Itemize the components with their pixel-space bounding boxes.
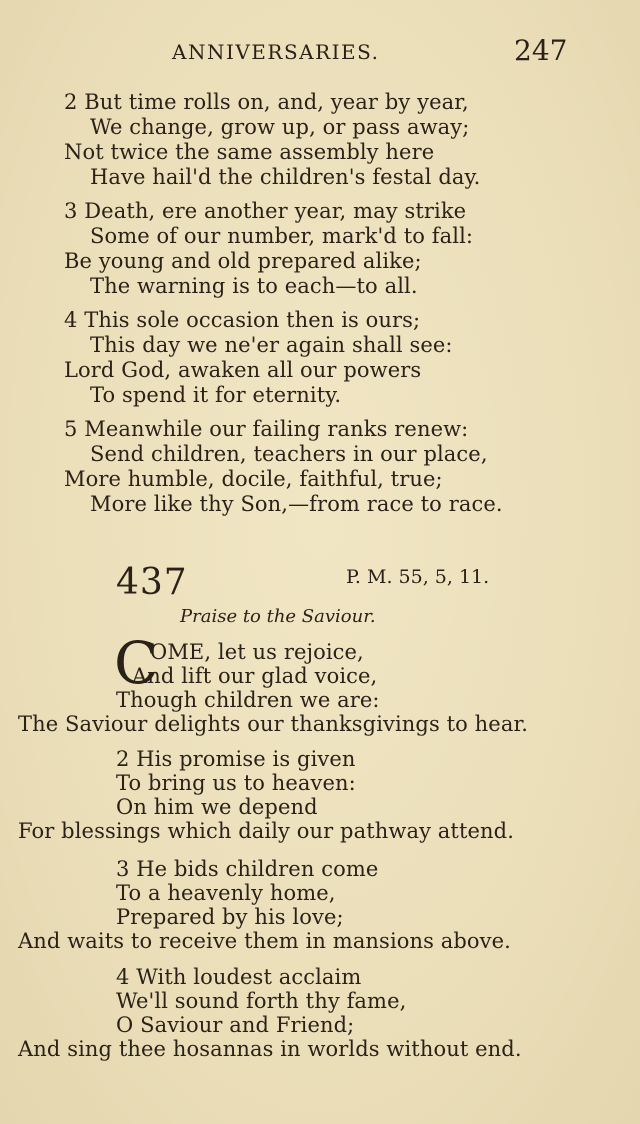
verse-line: More like thy Son,—from race to race.: [90, 492, 503, 516]
verse-line: 5 Meanwhile our failing ranks renew:: [64, 417, 469, 441]
verse-line: OME, let us rejoice,: [150, 640, 364, 664]
verse-line: Have hail'd the children's festal day.: [90, 165, 481, 189]
verse-line: This day we ne'er again shall see:: [90, 333, 453, 357]
drop-cap: C: [114, 629, 159, 697]
verse-line: Though children we are:: [116, 688, 380, 712]
verse-line: And lift our glad voice,: [132, 664, 378, 688]
verse-line: Prepared by his love;: [116, 905, 344, 929]
verse-line: The warning is to each—to all.: [90, 274, 418, 298]
verse-line: For blessings which daily our pathway attend.: [18, 819, 514, 843]
verse-line: The Saviour delights our thanksgivings to hear.: [18, 712, 529, 736]
verse-line: Lord God, awaken all our powers: [64, 358, 422, 382]
verse-line: To bring us to heaven:: [116, 771, 356, 795]
verse-line: We change, grow up, or pass away;: [90, 115, 470, 139]
verse-line: 3 He bids children come: [116, 857, 379, 881]
hymn-number: 437: [116, 562, 188, 603]
verse-line: Some of our number, mark'd to fall:: [90, 224, 474, 248]
verse-line: Not twice the same assembly here: [64, 140, 435, 164]
verse-line: O Saviour and Friend;: [116, 1013, 355, 1037]
running-head: ANNIVERSARIES.: [172, 40, 380, 64]
verse-line: 2 His promise is given: [116, 747, 356, 771]
verse-line: More humble, docile, faithful, true;: [64, 467, 443, 491]
verse-line: We'll sound forth thy fame,: [116, 989, 407, 1013]
verse-line: 3 Death, ere another year, may strike: [64, 199, 467, 223]
verse-line: 2 But time rolls on, and, year by year,: [64, 90, 469, 114]
verse-line: And sing thee hosannas in worlds without end.: [18, 1037, 522, 1061]
verse-line: 4 This sole occasion then is ours;: [64, 308, 421, 332]
verse-line: 4 With loudest acclaim: [116, 965, 362, 989]
page-number: 247: [514, 34, 568, 67]
hymn-title: Praise to the Saviour.: [180, 606, 376, 627]
verse-line: Send children, teachers in our place,: [90, 442, 488, 466]
verse-line: Be young and old prepared alike;: [64, 249, 422, 273]
verse-line: To spend it for eternity.: [90, 383, 342, 407]
verse-line: To a heavenly home,: [116, 881, 336, 905]
verse-line: And waits to receive them in mansions above.: [18, 929, 511, 953]
verse-line: On him we depend: [116, 795, 318, 819]
hymn-meter: P. M. 55, 5, 11.: [346, 566, 490, 588]
